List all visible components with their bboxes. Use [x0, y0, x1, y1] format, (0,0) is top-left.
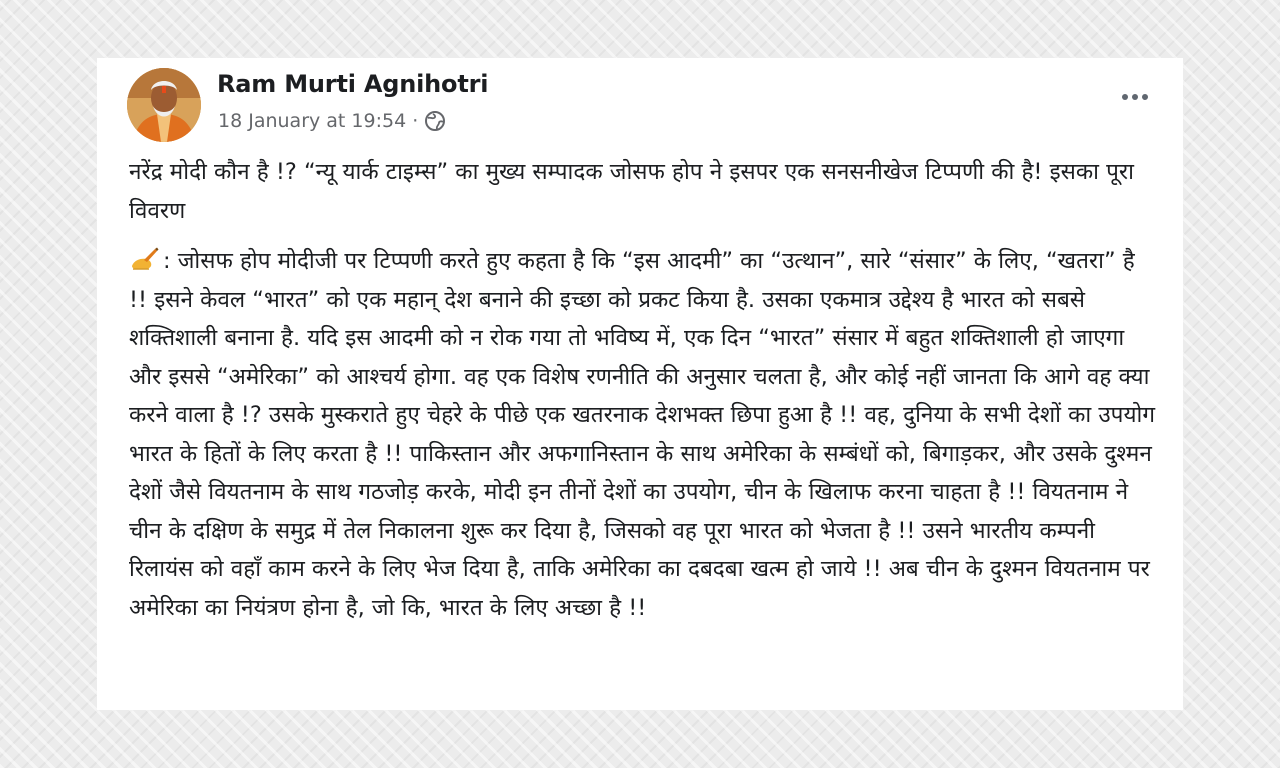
dot [1122, 94, 1128, 100]
post-author-name[interactable]: Ram Murti Agnihotri [217, 70, 489, 98]
more-options-icon[interactable] [1115, 82, 1155, 112]
dot [1132, 94, 1138, 100]
avatar[interactable] [127, 68, 201, 142]
post-meta [218, 110, 446, 132]
avatar-image [127, 68, 201, 142]
facebook-post-card [97, 58, 1183, 710]
globe-icon[interactable] [424, 110, 446, 132]
post-text [129, 153, 1159, 627]
post-paragraph-2 [129, 242, 1159, 627]
post-timestamp[interactable]: 18 January at 19:54 [218, 110, 407, 132]
post-paragraph-2-text: : जोसफ होप मोदीजी पर टिप्पणी करते हुए कहता है कि “इस आदमी” का “उत्थान”, सारे “संसार” के लिए, “खतरा” है !! इसने केवल “भारत” को एक महान् देश बनाने की इच्छा को प्रकट किया है. उसका एकमात्र उद्देश्य है भारत को सबसे शक्तिशाली बनाना है. यदि इस आदमी को न रोक गया तो भविष्य में, एक दिन “भारत” संसार में बहुत शक्तिशाली हो जाएगा और इससे “अमेरिका” को आश्चर्य होगा. वह एक विशेष रणनीति की अनुसार चलता है, और कोई नहीं जानता कि आगे वह क्या करने वाला है !? उसके मुस्कराते हुए चेहरे के पीछे एक खतरनाक देशभक्त छिपा हुआ है !! वह, दुनिया के सभी देशों का उपयोग भारत के हितों के लिए करता है !! पाकिस्तान और अफगानिस्तान के साथ अमेरिका के सम्बंधों को, बिगाड़कर, और उसके दुश्मन देशों जैसे वियतनाम के साथ गठजोड़ करके, मोदी इन तीनों देशों का उपयोग, चीन के खिलाफ करना चाहता है !! वियतनाम ने चीन के दक्षिण के समुद्र में तेल निकालना शुरू कर दिया है, जिसको वह पूरा भारत को भेजता है !! उसने भारतीय कम्पनी रिलायंस को वहाँ काम करने के लिए भेज दिया है, ताकि अमेरिका का दबदबा खत्म हो जाये !! अब चीन के दुश्मन वियतनाम पर अमेरिका का नियंत्रण होना है, जो कि, भारत के लिए अच्छा है !! [129, 248, 1156, 621]
writing-hand-emoji [129, 246, 159, 272]
post-paragraph-1: नरेंद्र मोदी कौन है !? “न्यू यार्क टाइम्स” का मुख्य सम्पादक जोसफ होप ने इसपर एक सनसनीखेज टिप्पणी की है! इसका पूरा विवरण [129, 159, 1134, 224]
meta-separator: · [412, 110, 419, 132]
dot [1142, 94, 1148, 100]
